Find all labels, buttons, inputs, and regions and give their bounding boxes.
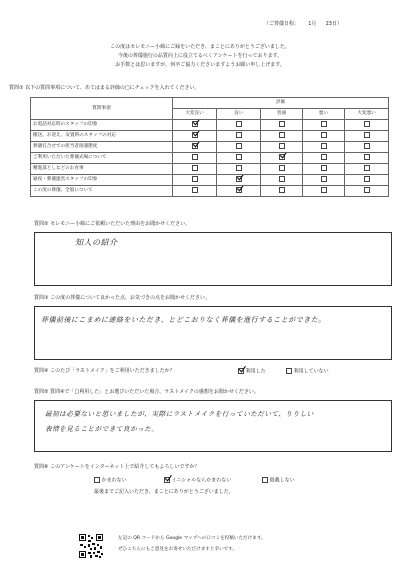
q1-rating-cell: [217, 186, 261, 197]
q1-rating-cell: [303, 142, 345, 153]
q1-rating-cell: [173, 153, 217, 164]
q1-item-label: 精進落としなどのお食事: [31, 164, 173, 175]
q1-item-label: ご利用いただいた葬儀式場について: [31, 153, 173, 164]
q1-rating-cell: [217, 120, 261, 131]
rating-checkbox[interactable]: [321, 132, 327, 138]
q1-rating-cell: [173, 120, 217, 131]
q1-row: [31, 142, 389, 153]
q1-rating-cell: [303, 131, 345, 142]
check-mark-icon: [164, 474, 173, 482]
q1-rating-cell: [345, 164, 389, 175]
q1-item-label: 搬送、お迎え、安置時のスタッフの対応: [31, 131, 173, 142]
q6-no-label: 掲載しない: [269, 477, 295, 484]
q2-answer: 知人の紹介: [75, 238, 118, 247]
thanks-line-3: お手数とは思いますが、何卒ご協力くださいますようお願い申し上げます。: [115, 62, 285, 68]
q1-rating-cell: [345, 186, 389, 197]
q1-item-label: お電話対応時のスタッフの印象: [31, 120, 173, 131]
q1-rating-cell: [173, 131, 217, 142]
rating-checkbox[interactable]: [279, 165, 285, 171]
q1-rating-cell: [345, 120, 389, 131]
q1-rating-cell: [217, 153, 261, 164]
q1-prompt: [9, 85, 199, 92]
date-day: 23日）: [325, 21, 342, 27]
q3-answer: 葬儀前後にこまめに連絡をいただき、とどこおりなく葬儀を進行することができた。: [41, 316, 326, 324]
rating-checkbox[interactable]: [364, 165, 370, 171]
q4-not-used-label: 利用していない: [293, 368, 329, 375]
check-mark-icon: [235, 186, 244, 192]
q6-text: このアンケートをインターネット上で紹介してもよろしいですか？: [50, 464, 200, 470]
qr-code-icon[interactable]: [78, 533, 104, 559]
q4-used-checkbox[interactable]: [238, 368, 244, 374]
q1-rating-cell: [217, 164, 261, 175]
q5-prompt: [34, 389, 259, 396]
q1-rating-cell: [303, 164, 345, 175]
q1-rating-cell: [261, 153, 303, 164]
rating-good: 良い: [217, 109, 261, 120]
rating-checkbox[interactable]: [236, 154, 242, 160]
rating-very-bad: 大変悪い: [345, 109, 389, 120]
q1-text: 以下の質問事項について、あてはまる評価の□にチェックを入れてください。: [25, 85, 200, 91]
q1-row: [31, 164, 389, 175]
rating-checkbox[interactable]: [236, 121, 242, 127]
q2-label: 質問②: [34, 221, 49, 227]
rating-checkbox[interactable]: [364, 154, 370, 160]
rating-checkbox[interactable]: [192, 132, 198, 138]
footer-line-1: 左記の QR コードから Google マップへの口コミを投稿いただけます。: [118, 536, 266, 541]
q4-option-used[interactable]: [238, 368, 266, 375]
closing-message: 最後までご記入いただき、まことにありがとうございました。: [94, 489, 234, 495]
q6-prompt: [34, 464, 199, 471]
q1-rating-cell: [217, 142, 261, 153]
q1-rating-cell: [345, 131, 389, 142]
rating-checkbox[interactable]: [321, 121, 327, 127]
q1-rating-cell: [173, 164, 217, 175]
q6-ok-label: かまわない: [101, 477, 127, 484]
rating-checkbox[interactable]: [192, 187, 198, 193]
rating-checkbox[interactable]: [192, 165, 198, 171]
rating-checkbox[interactable]: [236, 165, 242, 171]
q1-rating-cell: [217, 131, 261, 142]
date-month: 1月: [308, 21, 317, 27]
rating-very-good: 大変良い: [173, 109, 217, 120]
rating-checkbox[interactable]: [192, 121, 198, 127]
thanks-line-2: 今後の葬儀施行の品質向上に役立てるべくアンケートを行っております。: [117, 53, 283, 59]
q4-prompt: [34, 368, 175, 375]
q1-rating-cell: [217, 175, 261, 186]
item-header: 質問事項: [31, 98, 173, 120]
q1-rating-cell: [345, 142, 389, 153]
q6-option-ok[interactable]: [94, 477, 127, 484]
q4-label: 質問④: [34, 368, 49, 374]
rating-checkbox[interactable]: [279, 176, 285, 182]
q1-rating-cell: [261, 175, 303, 186]
q1-item-label: 葬儀打合せでの担当者接遇態度: [31, 142, 173, 153]
q6-initials-checkbox[interactable]: [164, 477, 170, 483]
rating-checkbox[interactable]: [321, 176, 327, 182]
q1-rating-cell: [261, 131, 303, 142]
q1-rating-cell: [303, 186, 345, 197]
q1-rating-cell: [261, 120, 303, 131]
rating-checkbox[interactable]: [279, 143, 285, 149]
rating-checkbox[interactable]: [321, 143, 327, 149]
rating-checkbox[interactable]: [321, 154, 327, 160]
rating-checkbox[interactable]: [236, 143, 242, 149]
rating-checkbox[interactable]: [364, 187, 370, 193]
q1-row: [31, 131, 389, 142]
q1-rating-cell: [173, 142, 217, 153]
rating-checkbox[interactable]: [192, 176, 198, 182]
rating-checkbox[interactable]: [321, 187, 327, 193]
rating-checkbox[interactable]: [279, 121, 285, 127]
q1-rating-cell: [261, 142, 303, 153]
q1-rating-cell: [303, 175, 345, 186]
footer-line-2: ぜひこちらにもご意見をお寄せいただけますと幸いです。: [118, 547, 238, 552]
rating-bad: 悪い: [303, 109, 345, 120]
rating-checkbox[interactable]: [236, 132, 242, 138]
rating-checkbox[interactable]: [364, 121, 370, 127]
q2-text: セレモニー小綿にご依頼いただいた理由をお聞かせください。: [50, 221, 191, 227]
q3-label: 質問③: [34, 295, 49, 301]
check-mark-icon: [238, 365, 247, 373]
q6-no-checkbox[interactable]: [262, 477, 268, 483]
q1-row: [31, 186, 389, 197]
q6-label: 質問⑥: [34, 464, 49, 470]
rating-checkbox[interactable]: [236, 187, 242, 193]
rating-checkbox[interactable]: [364, 143, 370, 149]
q3-prompt: [34, 295, 210, 302]
q2-prompt: [34, 221, 190, 228]
q1-rating-cell: [303, 120, 345, 131]
thanks-line-1: この度はセレモニー小綿にご縁をいただき、まことにありがとうございました。: [110, 44, 290, 50]
q5-label: 質問⑤: [34, 389, 49, 395]
q1-rating-cell: [261, 164, 303, 175]
q5-answer-line-1: 最初は必要ないと思いましたが、実際にラストメイクを行っていただいて、りりしい: [45, 410, 314, 418]
rating-checkbox[interactable]: [236, 176, 242, 182]
rating-header: 評価: [173, 98, 389, 109]
q4-used-label: 利用した: [245, 368, 266, 375]
q4-not-used-checkbox[interactable]: [286, 368, 292, 374]
check-mark-icon: [278, 153, 287, 159]
q1-item-label: この度の葬儀、全般について: [31, 186, 173, 197]
rating-checkbox[interactable]: [192, 143, 198, 149]
check-mark-icon: [191, 120, 200, 126]
rating-checkbox[interactable]: [321, 165, 327, 171]
q5-answer-box[interactable]: [34, 400, 392, 452]
q6-initials-label: イニシャルならかまわない: [171, 477, 232, 484]
q6-option-initials[interactable]: [164, 477, 231, 484]
q6-option-no[interactable]: [262, 477, 295, 484]
q1-rating-cell: [345, 175, 389, 186]
q3-text: この度の葬儀について良かった点、お気づきの点をお聞かせください。: [50, 295, 210, 301]
q1-rating-cell: [261, 186, 303, 197]
q1-rating-table: [30, 97, 389, 197]
check-mark-icon: [191, 142, 200, 148]
q5-text: 質問④で「□利用した」とお選びいただいた場合、ラストメイクの感想をお聞かせください。: [50, 389, 259, 395]
rating-checkbox[interactable]: [364, 176, 370, 182]
q1-row: [31, 175, 389, 186]
rating-checkbox[interactable]: [279, 132, 285, 138]
q4-text: このたび「ラストメイク」をご利用いただきましたか？: [50, 368, 175, 374]
q5-answer-line-2: 表情を見ることができて良かった。: [45, 425, 159, 433]
date-label: （ご葬儀日程：: [264, 21, 300, 27]
q1-rating-cell: [345, 153, 389, 164]
q1-row: [31, 153, 389, 164]
q1-rating-cell: [173, 186, 217, 197]
rating-checkbox[interactable]: [364, 132, 370, 138]
rating-checkbox[interactable]: [279, 154, 285, 160]
rating-checkbox[interactable]: [192, 154, 198, 160]
q1-item-label: 通夜・葬儀運営スタッフの印象: [31, 175, 173, 186]
check-mark-icon: [191, 131, 200, 137]
check-mark-icon: [235, 175, 244, 181]
q1-rating-cell: [303, 153, 345, 164]
rating-checkbox[interactable]: [279, 187, 285, 193]
q2-answer-box[interactable]: [34, 232, 392, 286]
q3-answer-box[interactable]: [34, 306, 392, 360]
q4-option-not-used[interactable]: [286, 368, 329, 375]
ceremony-date: [264, 21, 342, 28]
rating-normal: 普通: [261, 109, 303, 120]
q1-rating-cell: [173, 175, 217, 186]
q1-label: 質問①: [9, 85, 24, 91]
q1-row: [31, 120, 389, 131]
q6-ok-checkbox[interactable]: [94, 477, 100, 483]
